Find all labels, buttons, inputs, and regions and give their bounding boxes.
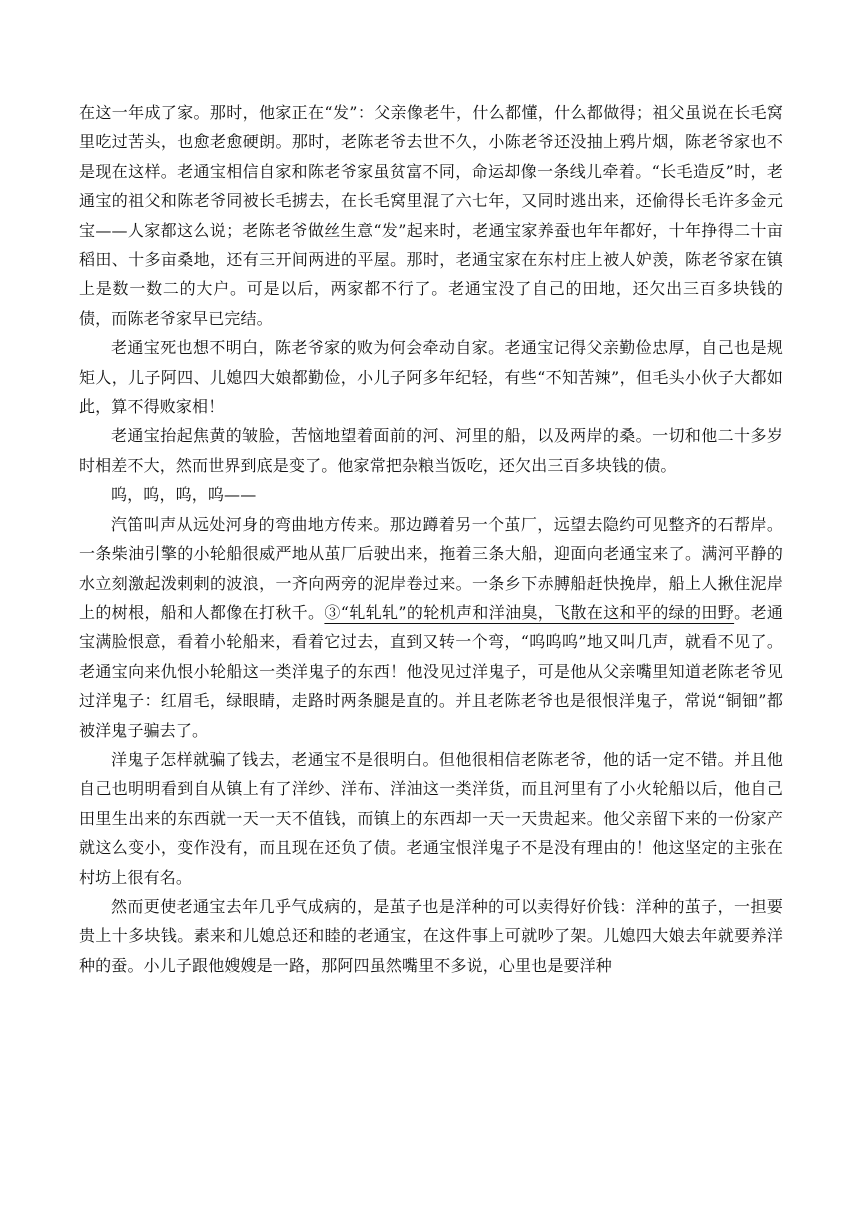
paragraph-5-text-before: 汽笛叫声从远处河身的弯曲地方传来。那边蹲着另一个茧厂，远望去隐约可见整齐的石帮岸。一条柴油引擎的小轮船很威严地从茧厂后驶出来，拖着三条大船，迎面向老通宝来了。满河平静的水立刻激起泼剌剌的波浪，一齐向两旁的泥岸卷过来。一条乡下赤膊船赶快挽岸，船上人揪住泥岸上的树根，船和人都像在打秋千。 xyxy=(79,514,783,622)
paragraph-4-whistle: 呜，呜，呜，呜—— xyxy=(111,485,257,505)
paragraph-3: 老通宝抬起焦黄的皱脸，苦恼地望着面前的河、河里的船，以及两岸的桑。一切和他二十多岁时相差不大，然而世界到底是变了。他家常把杂粮当饭吃，还欠出三百多块钱的债。 xyxy=(79,426,783,475)
paragraph-6: 洋鬼子怎样就骗了钱去，老通宝不是很明白。但他很相信老陈老爷，他的话一定不错。并且他自己也明明看到自从镇上有了洋纱、洋布、洋油这一类洋货，而且河里有了小火轮船以后，他自己田里生出来的东西就一天一天不值钱，而镇上的东西却一天一天贵起来。他父亲留下来的一份家产就这么变小，变作没有，而且现在还负了债。老通宝恨洋鬼子不是没有理由的！他这坚定的主张在村坊上很有名。 xyxy=(79,749,783,887)
underlined-sentence-3: ③“轧轧轧”的轮机声和洋油臭，飞散在这和平的绿的田野 xyxy=(324,602,735,622)
paragraph-2: 老通宝死也想不明白，陈老爷家的败为何会牵动自家。老通宝记得父亲勤俭忠厚，自己也是规矩人，儿子阿四、儿媳四大娘都勤俭，小儿子阿多年纪轻，有些“不知苦辣”，但毛头小伙子大都如此，算不得败家相！ xyxy=(79,338,783,417)
paragraph-5 xyxy=(79,510,783,745)
paragraph-1: 在这一年成了家。那时，他家正在“发”：父亲像老牛，什么都懂，什么都做得；祖父虽说在长毛窝里吃过苦头，也愈老愈硬朗。那时，老陈老爷去世不久，小陈老爷还没抽上鸦片烟，陈老爷家也不是现在这样。老通宝相信自家和陈老爷家虽贫富不同，命运却像一条线儿牵着。“长毛造反”时，老通宝的祖父和陈老爷同被长毛掳去，在长毛窝里混了六七年，又同时逃出来，还偷得长毛许多金元宝——人家都这么说；老陈老爷做丝生意“发”起来时，老通宝家养蚕也年年都好，十年挣得二十亩稻田、十多亩桑地，还有三开间两进的平屋。那时，老通宝家在东村庄上被人妒羡，陈老爷家在镇上是数一数二的大户。可是以后，两家都不行了。老通宝没了自己的田地，还欠出三百多块钱的债，而陈老爷家早已完结。 xyxy=(79,103,783,328)
document-body xyxy=(79,98,783,980)
paragraph-7: 然而更使老通宝去年几乎气成病的，是茧子也是洋种的可以卖得好价钱：洋种的茧子，一担要贵上十多块钱。素来和儿媳总还和睦的老通宝，在这件事上可就吵了架。儿媳四大娘去年就要养洋种的蚕。小儿子跟他嫂嫂是一路，那阿四虽然嘴里不多说，心里也是要洋种 xyxy=(79,896,783,975)
paragraph-5-text-after: 。老通宝满脸恨意，看着小轮船来，看着它过去，直到又转一个弯，“呜呜呜”地又叫几声，就看不见了。老通宝向来仇恨小轮船这一类洋鬼子的东西！他没见过洋鬼子，可是他从父亲嘴里知道老陈老爷见过洋鬼子：红眉毛，绿眼睛，走路时两条腿是直的。并且老陈老爷也是很恨洋鬼子，常说“铜钿”都被洋鬼子骗去了。 xyxy=(79,602,783,740)
